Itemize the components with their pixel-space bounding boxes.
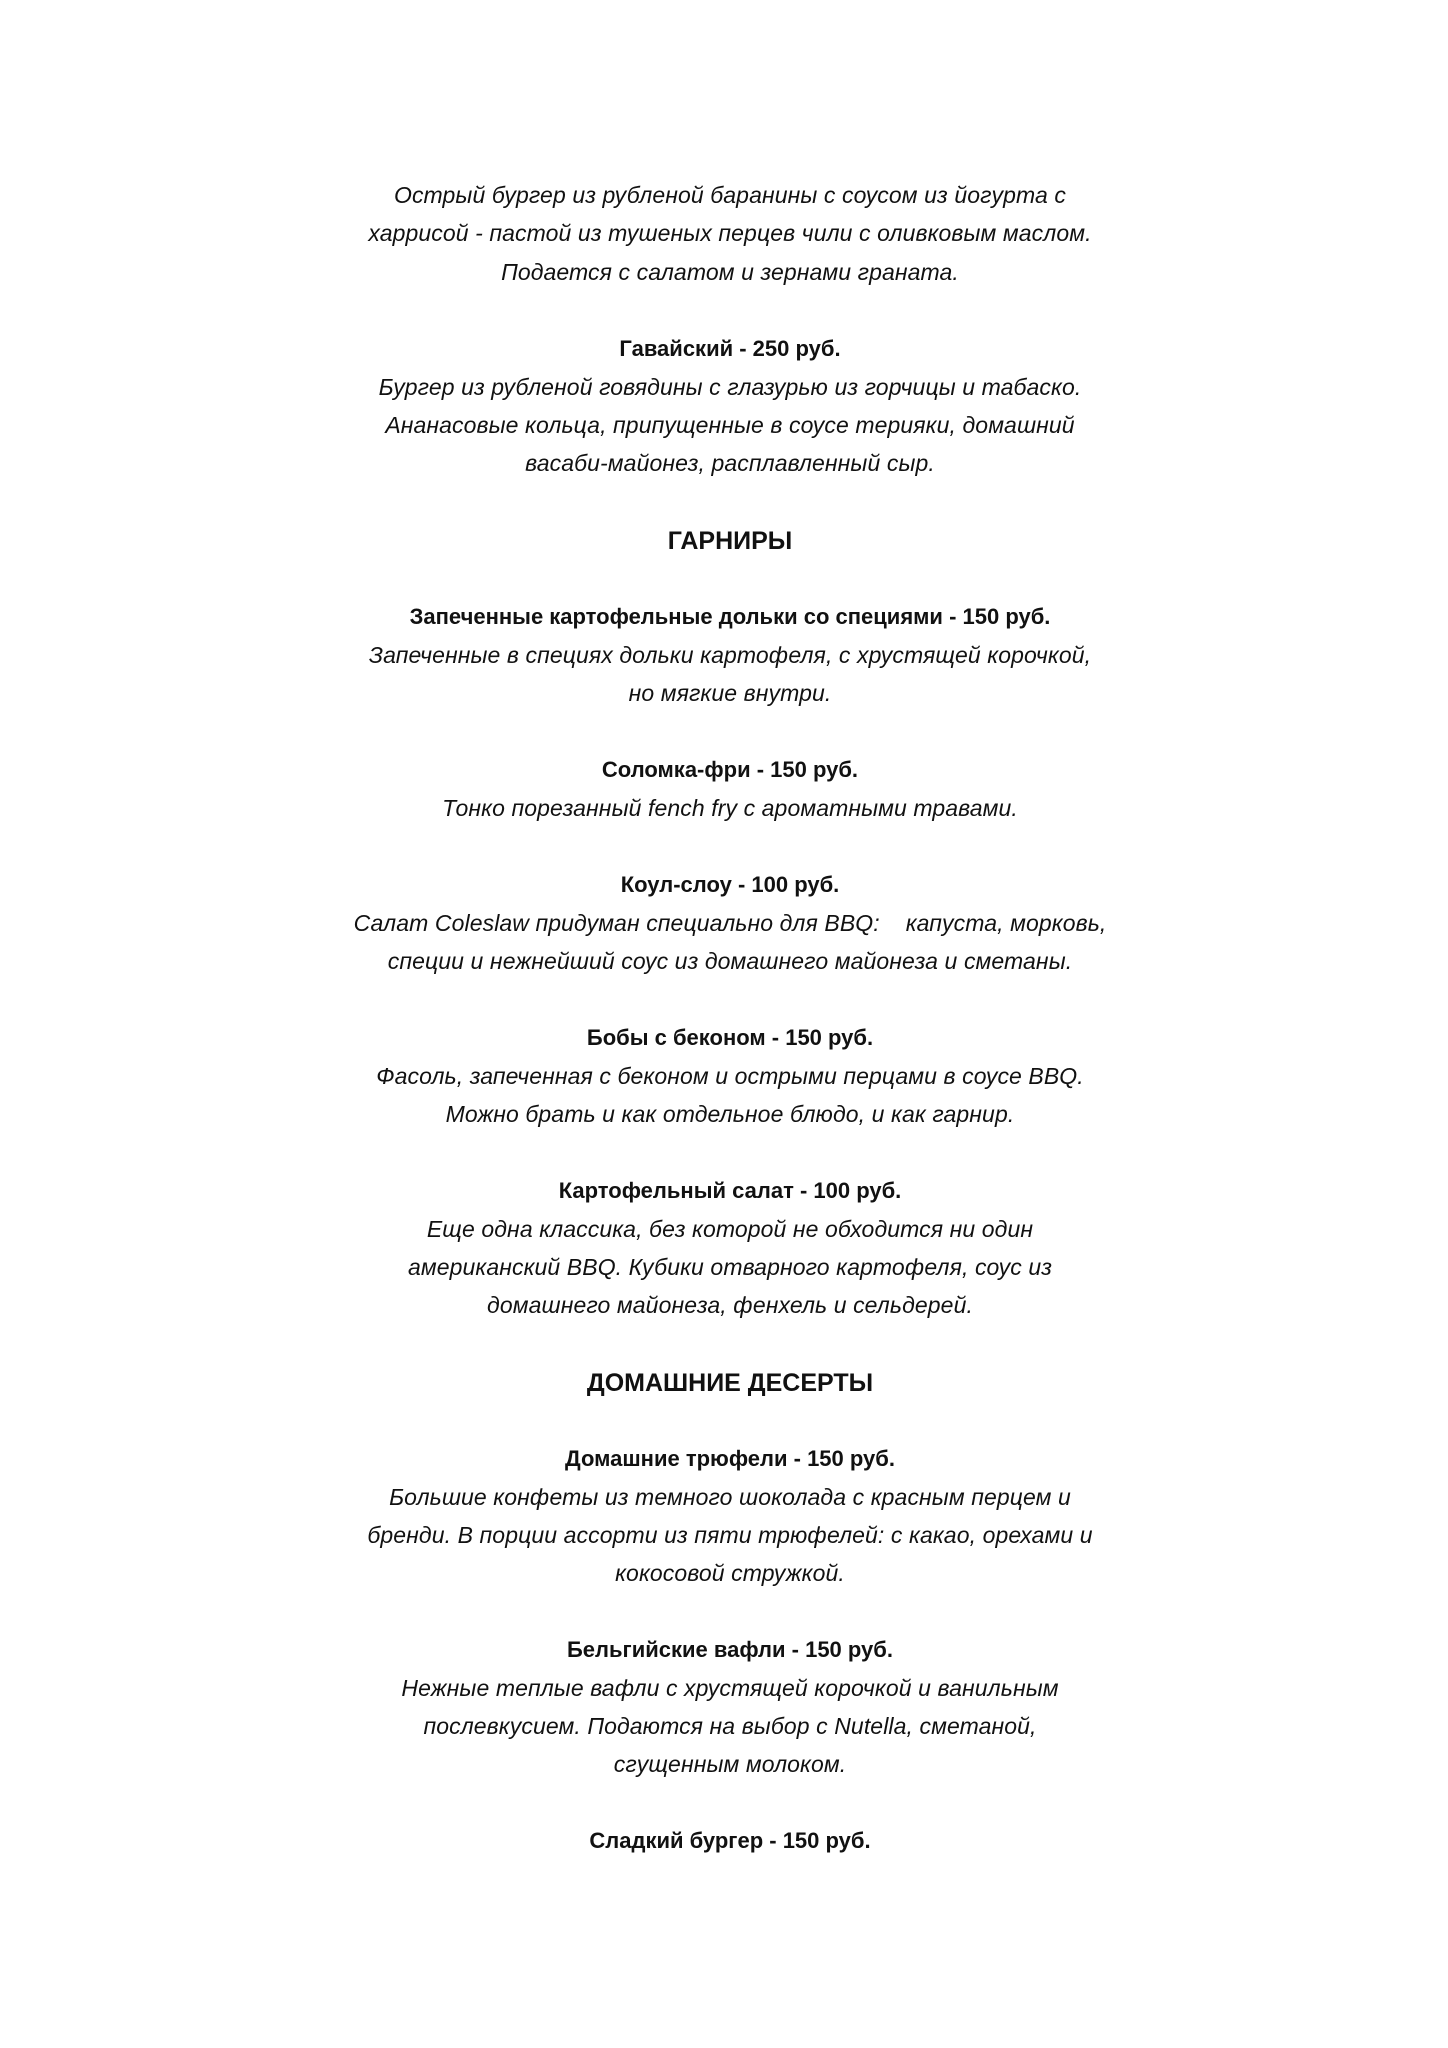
dessert-item-2-description-line-2: послевкусием. Подаются на выбор с Nutella, сметаной, <box>423 1713 1037 1739</box>
side-item-5-description-line-3: домашнего майонеза, фенхель и сельдерей. <box>487 1292 973 1318</box>
dessert-item-1-description-line-3: кокосовой стружкой. <box>615 1560 845 1586</box>
side-item-1-title: Запеченные картофельные дольки со специями - 150 руб. <box>409 604 1051 629</box>
side-item-3-description-line-1: Салат Coleslaw придуман специально для BBQ: капуста, морковь, <box>353 910 1107 936</box>
side-item-5-description-line-1: Еще одна классика, без которой не обходится ни один <box>426 1216 1034 1242</box>
side-item-4-description-line-2: Можно брать и как отдельное блюдо, и как гарнир. <box>445 1101 1015 1127</box>
side-item-2-description-line-1: Тонко порезанный fench fry с ароматными травами. <box>442 795 1018 821</box>
desserts-section-heading: ДОМАШНИЕ ДЕСЕРТЫ <box>586 1369 874 1397</box>
hawaiian-title: Гавайский - 250 руб. <box>619 336 841 361</box>
dessert-item-3-title: Сладкий бургер - 150 руб. <box>589 1828 871 1853</box>
side-item-1-description-line-2: но мягкие внутри. <box>628 680 832 706</box>
side-item-3-description-line-2: специи и нежнейший соус из домашнего майонеза и сметаны. <box>387 948 1073 974</box>
intro-description-line-2: харрисой - пастой из тушеных перцев чили с оливковым маслом. <box>368 220 1092 246</box>
side-item-4-title: Бобы с беконом - 150 руб. <box>586 1025 874 1050</box>
dessert-item-1-description-line-2: бренди. В порции ассорти из пяти трюфелей: с какао, орехами и <box>367 1522 1093 1548</box>
intro-description-line-1: Острый бургер из рубленой баранины с соусом из йогурта с <box>393 182 1067 208</box>
side-item-5-title: Картофельный салат - 100 руб. <box>558 1178 902 1203</box>
hawaiian-description-line-2: Ананасовые кольца, припущенные в соусе терияки, домашний <box>385 412 1075 438</box>
side-item-3-title: Коул-слоу - 100 руб. <box>620 872 840 897</box>
dessert-item-2-title: Бельгийские вафли - 150 руб. <box>566 1637 893 1662</box>
intro-description-line-3: Подается с салатом и зернами граната. <box>501 259 959 285</box>
sides-section-heading: ГАРНИРЫ <box>667 527 793 555</box>
side-item-4-description-line-1: Фасоль, запеченная с беконом и острыми перцами в соусе BBQ. <box>376 1063 1084 1089</box>
side-item-1-description-line-1: Запеченные в специях дольки картофеля, с хрустящей корочкой, <box>368 642 1092 668</box>
side-item-5-description-line-2: американский BBQ. Кубики отварного картофеля, соус из <box>407 1254 1053 1280</box>
hawaiian-description-line-3: васаби-майонез, расплавленный сыр. <box>525 450 935 476</box>
dessert-item-1-description-line-1: Большие конфеты из темного шоколада с красным перцем и <box>389 1484 1071 1510</box>
dessert-item-1-title: Домашние трюфели - 150 руб. <box>565 1446 895 1471</box>
side-item-2-title: Соломка-фри - 150 руб. <box>601 757 859 782</box>
dessert-item-2-description-line-3: сгущенным молоком. <box>613 1751 847 1777</box>
hawaiian-description-line-1: Бургер из рубленой говядины с глазурью из горчицы и табаско. <box>378 374 1082 400</box>
dessert-item-2-description-line-1: Нежные теплые вафли с хрустящей корочкой и ванильным <box>401 1675 1059 1701</box>
